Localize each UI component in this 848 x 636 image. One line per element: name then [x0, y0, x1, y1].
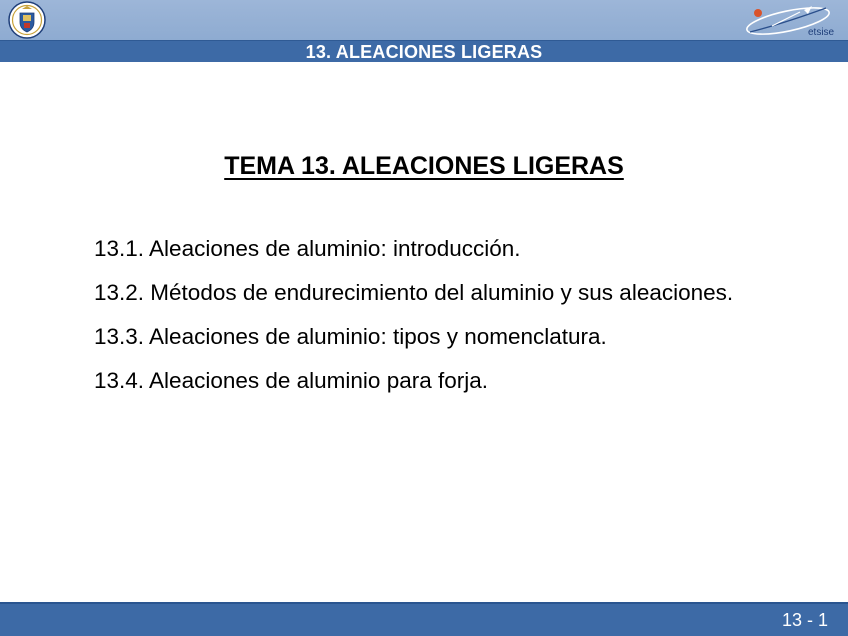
etsise-logo-icon	[742, 2, 834, 40]
university-seal-icon	[8, 1, 46, 39]
topic-item: 13.1. Aleaciones de aluminio: introducción.	[94, 236, 521, 261]
slide-title	[0, 152, 848, 181]
footer-bar	[0, 602, 848, 636]
topic-item: 13.3. Aleaciones de aluminio: tipos y nomenclatura.	[94, 324, 607, 349]
page-number: 13 - 1	[781, 610, 828, 630]
header-title: 13. ALEACIONES LIGERAS	[305, 42, 543, 62]
topic-list	[94, 232, 733, 408]
header-band	[0, 0, 848, 40]
slide-title-text: TEMA 13. ALEACIONES LIGERAS	[224, 152, 624, 180]
topic-item: 13.2. Métodos de endurecimiento del aluminio y sus aleaciones.	[94, 280, 734, 305]
topic-item: 13.4. Aleaciones de aluminio para forja.	[94, 368, 489, 393]
svg-text:etsise: etsise	[808, 27, 834, 38]
header-title-bar	[0, 40, 848, 62]
